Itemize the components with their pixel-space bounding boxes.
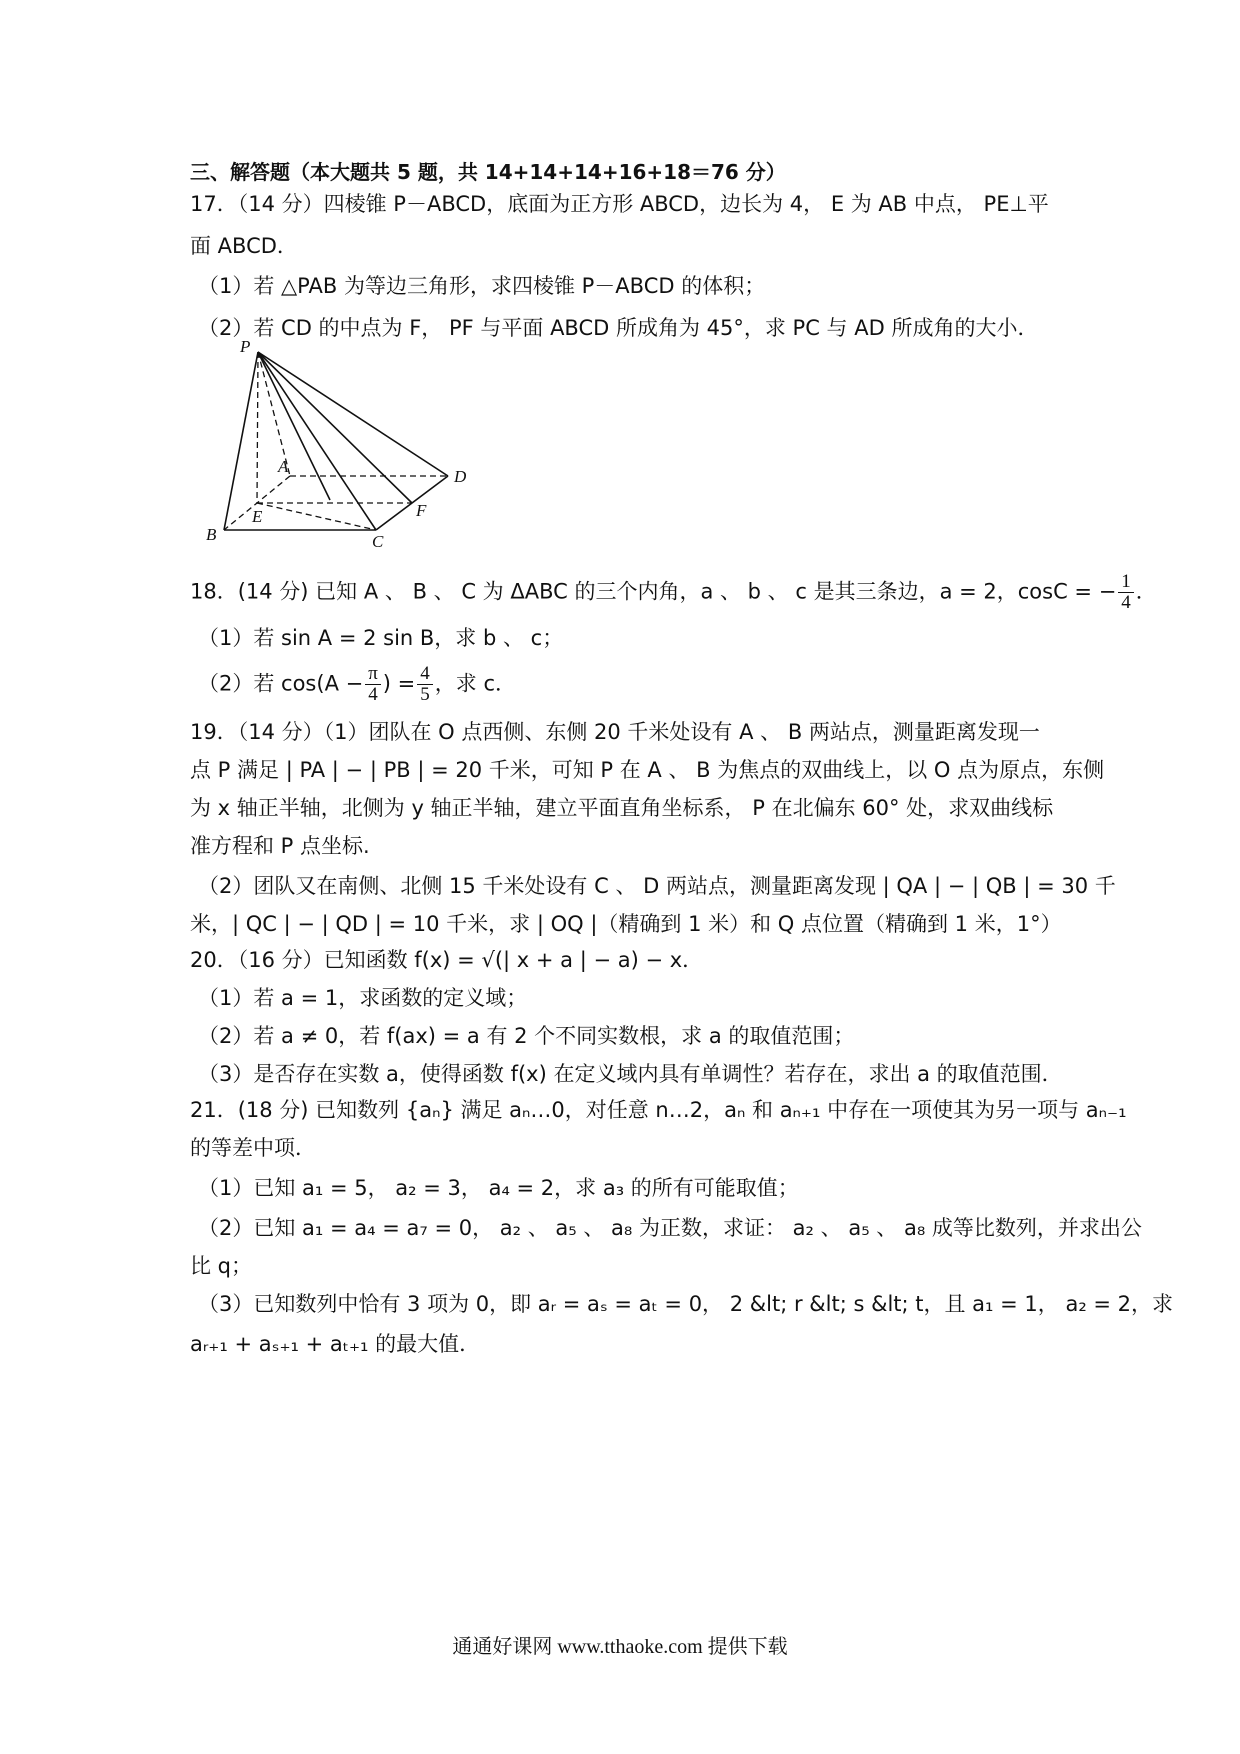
- edge-PE: [257, 352, 258, 503]
- label-B: B: [206, 525, 217, 544]
- q17-stem-line2: 面 ABCD．: [190, 234, 298, 258]
- q17-part1: （1）若 △PAB 为等边三角形，求四棱锥 P－ABCD 的体积；: [198, 274, 766, 298]
- q21-part3-line1: （3）已知数列中恰有 3 项为 0，即 aᵣ = aₛ = aₜ = 0， 2 &lt; r &lt; s &lt; t，且 a₁ = 1， a₂ = 2，求: [198, 1292, 1174, 1316]
- q18-part2-tail: ，求 c．: [434, 671, 516, 696]
- fraction-pi-quarter: [365, 664, 381, 705]
- q17-part2: （2）若 CD 的中点为 F， PF 与平面 ABCD 所成角为 45°，求 PC 与 AD 所成角的大小．: [198, 316, 1039, 340]
- q18-stem-tail: ．: [1135, 579, 1157, 604]
- label-C: C: [372, 532, 384, 550]
- edge-PE-solid: [258, 352, 330, 500]
- label-D: D: [454, 467, 467, 486]
- label-A: A: [278, 457, 289, 476]
- q19-line4: 准方程和 P 点坐标.: [190, 834, 370, 858]
- q21-stem-line2: 的等差中项．: [190, 1136, 316, 1160]
- q18-stem: [190, 572, 1157, 613]
- fraction-den: 5: [420, 684, 430, 705]
- fraction-den: 4: [368, 684, 378, 705]
- q21-part2-line2: 比 q；: [190, 1254, 253, 1278]
- q19-line1: 19．（14 分）（1）团队在 O 点西侧、东侧 20 千米处设有 A 、 B 两站点，测量距离发现一: [190, 720, 1040, 744]
- edge-EC: [257, 503, 376, 530]
- fraction-num: 4: [417, 664, 433, 685]
- q19-part2-line1: （2）团队又在南侧、北侧 15 千米处设有 C 、 D 两站点，测量距离发现 | QA | − | QB | = 30 千: [198, 874, 1116, 898]
- q20-part3: （3）是否存在实数 a，使得函数 f(x) 在定义域内具有单调性？若存在，求出 a 的取值范围．: [198, 1062, 1063, 1086]
- q18-part2: [198, 664, 516, 705]
- fraction-den: 4: [1121, 592, 1131, 613]
- label-E: E: [252, 507, 263, 526]
- q20-stem: 20．（16 分）已知函数 f(x) = √(| x + a | − a) − x．: [190, 948, 704, 972]
- q17-stem-line1: 17．（14 分）四棱锥 P－ABCD，底面为正方形 ABCD，边长为 4， E 为 AB 中点， PE⊥平: [190, 192, 1049, 216]
- q18-stem-text: 18．(14 分) 已知 A 、 B 、 C 为 ΔABC 的三个内角，a 、 b 、 c 是其三条边，a = 2，cosC = −: [190, 579, 1117, 604]
- pyramid-figure: [200, 340, 480, 550]
- q18-part2-mid: ) =: [382, 671, 416, 696]
- q21-part2-line1: （2）已知 a₁ = a₄ = a₇ = 0， a₂ 、 a₅ 、 a₈ 为正数，求证： a₂ 、 a₅ 、 a₈ 成等比数列，并求出公: [198, 1216, 1142, 1240]
- q21-part3-line2: aᵣ₊₁ + aₛ₊₁ + aₜ₊₁ 的最大值．: [190, 1332, 481, 1356]
- q18-part1: （1）若 sin A = 2 sin B，求 b 、 c；: [198, 626, 564, 650]
- edge-PB: [224, 352, 258, 530]
- fraction-one-quarter: [1118, 572, 1134, 613]
- fraction-num: π: [365, 664, 381, 685]
- footer-source: 通通好课网 www.tthaoke.com 提供下载: [452, 1636, 788, 1658]
- q21-part1: （1）已知 a₁ = 5， a₂ = 3， a₄ = 2，求 a₃ 的所有可能取值；: [198, 1176, 799, 1200]
- q21-stem-line1: 21．(18 分) 已知数列 {aₙ} 满足 aₙ…0，对任意 n…2，aₙ 和 aₙ₊₁ 中存在一项使其为另一项与 aₙ₋₁: [190, 1098, 1127, 1122]
- fraction-four-fifths: [417, 664, 433, 705]
- q18-part2-text: （2）若 cos(A −: [198, 671, 364, 696]
- q19-line3: 为 x 轴正半轴，北侧为 y 轴正半轴，建立平面直角坐标系， P 在北偏东 60° 处，求双曲线标: [190, 796, 1054, 820]
- q20-part2: （2）若 a ≠ 0，若 f(ax) = a 有 2 个不同实数根，求 a 的取值范围；: [198, 1024, 855, 1048]
- edge-PF: [258, 352, 412, 503]
- label-P: P: [240, 340, 251, 356]
- q20-part1: （1）若 a = 1，求函数的定义域；: [198, 986, 528, 1010]
- q19-part2-line2: 米，| QC | − | QD | = 10 千米，求 | OQ |（精确到 1 米）和 Q 点位置（精确到 1 米，1°）: [190, 912, 1062, 936]
- q19-line2: 点 P 满足 | PA | − | PB | = 20 千米，可知 P 在 A 、 B 为焦点的双曲线上，以 O 点为原点，东侧: [190, 758, 1105, 782]
- label-F: F: [416, 501, 427, 520]
- section-title: 三、解答题（本大题共 5 题，共 14+14+14+16+18＝76 分）: [190, 160, 786, 184]
- fraction-num: 1: [1118, 572, 1134, 593]
